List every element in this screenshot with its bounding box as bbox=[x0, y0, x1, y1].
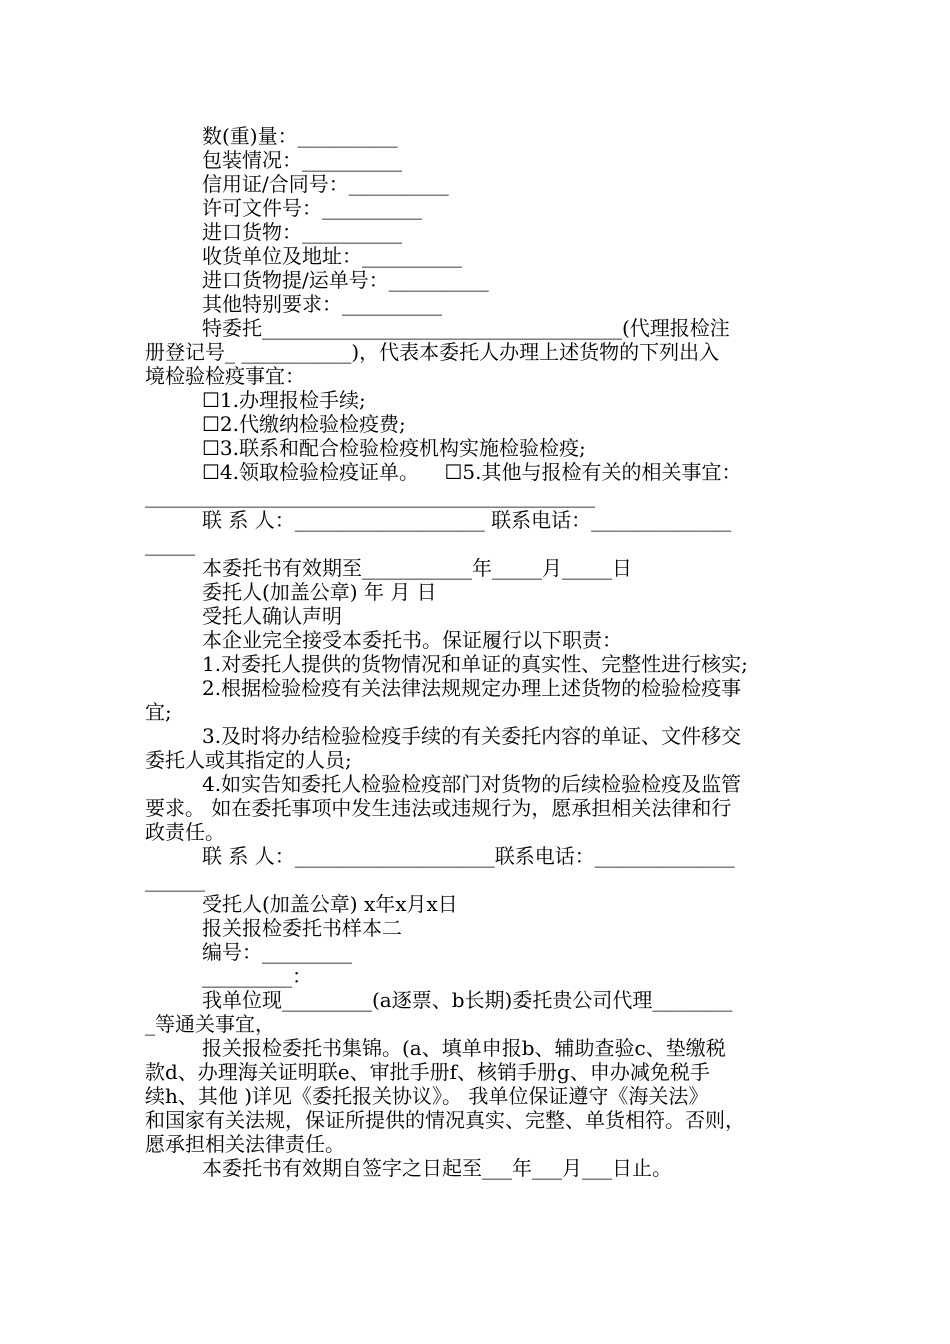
collection-line-c: 续h、其他 )详见《委托报关协议》。 我单位保证遵守《海关法》 bbox=[145, 1084, 709, 1108]
duty-4a: 4.如实告知委托人检验检疫部门对货物的后续检验检疫及监管 bbox=[202, 772, 742, 796]
checkbox-item-4-5: ☐4.领取检验检疫证单。 ☐5.其他与报检有关的相关事宜： bbox=[202, 460, 742, 484]
document-body bbox=[145, 124, 810, 1180]
entrust-line-1: 特委托____________________________________(代理报检注 bbox=[202, 316, 730, 340]
duty-4b: 要求。 如在委托事项中发生违法或违规行为，愿承担相关法律和行 bbox=[145, 796, 732, 820]
collection-line-d: 和国家有关法规，保证所提供的情况真实、完整、单货相符。否则， bbox=[145, 1108, 745, 1132]
principal-seal: 委托人(加盖公章) 年 月 日 bbox=[202, 580, 437, 604]
checkbox-item-1: ☐1.办理报检手续; bbox=[202, 388, 366, 412]
duty-4c: 政责任。 bbox=[145, 820, 225, 844]
confirm-title: 受托人确认声明 bbox=[202, 604, 342, 628]
field-packing: 包装情况：__________ bbox=[202, 148, 402, 172]
unit-line-b: _等通关事宜， bbox=[145, 1012, 275, 1036]
sample2-title: 报关报检委托书样本二 bbox=[202, 916, 402, 940]
collection-line-b: 款d、办理海关证明联e、审批手册f、核销手册g、申办减免税手 bbox=[145, 1060, 710, 1084]
confirm-intro: 本企业完全接受本委托书。保证履行以下职责： bbox=[202, 628, 622, 652]
duty-3a: 3.及时将办结检验检疫手续的有关委托内容的单证、文件移交 bbox=[202, 724, 742, 748]
agent-seal: 受托人(加盖公章) x年x月x日 bbox=[202, 892, 458, 916]
duty-3b: 委托人或其指定的人员; bbox=[145, 748, 352, 772]
field-import-goods: 进口货物：__________ bbox=[202, 220, 402, 244]
field-permit: 许可文件号：__________ bbox=[202, 196, 422, 220]
validity-line-2: 本委托书有效期自签字之日起至___年___月___日止。 bbox=[202, 1156, 672, 1180]
duty-2a: 2.根据检验检疫有关法律法规规定办理上述货物的检验检疫事 bbox=[202, 676, 742, 700]
entrust-line-2: 册登记号_ ___________)，代表本委托人办理上述货物的下列出入 bbox=[145, 340, 720, 364]
number-field: 编号：_________ bbox=[202, 940, 352, 964]
duty-1: 1.对委托人提供的货物情况和单证的真实性、完整性进行核实; bbox=[202, 652, 748, 676]
field-consignee: 收货单位及地址：__________ bbox=[202, 244, 462, 268]
checkbox-item-3: ☐3.联系和配合检验检疫机构实施检验检疫; bbox=[202, 436, 586, 460]
field-quantity: 数(重)量：__________ bbox=[202, 124, 398, 148]
collection-line-e: 愿承担相关法律责任。 bbox=[145, 1132, 345, 1156]
addressee-field: _________： bbox=[202, 964, 312, 988]
duty-2b: 宜; bbox=[145, 700, 172, 724]
contact-line-1-tail: _____ bbox=[145, 532, 195, 556]
unit-line-a: 我单位现_________(a逐票、b长期)委托贵公司代理________ bbox=[202, 988, 733, 1012]
contact-line-2-tail: ______ bbox=[145, 868, 205, 892]
collection-line-a: 报关报检委托书集锦。(a、填单申报b、辅助查验c、垫缴税 bbox=[202, 1036, 726, 1060]
blank-line: _____________________________________________ bbox=[145, 484, 595, 508]
field-special-requirements: 其他特别要求：__________ bbox=[202, 292, 442, 316]
contact-line-1: 联 系 人：___________________ 联系电话：______________ bbox=[202, 508, 732, 532]
field-bill-of-lading: 进口货物提/运单号：__________ bbox=[202, 268, 489, 292]
field-credit-contract: 信用证/合同号：__________ bbox=[202, 172, 449, 196]
checkbox-item-2: ☐2.代缴纳检验检疫费; bbox=[202, 412, 406, 436]
contact-line-2: 联 系 人：____________________联系电话：______________ bbox=[202, 844, 735, 868]
entrust-line-3: 境检验检疫事宜： bbox=[145, 364, 305, 388]
validity-line: 本委托书有效期至___________年_____月_____日 bbox=[202, 556, 632, 580]
